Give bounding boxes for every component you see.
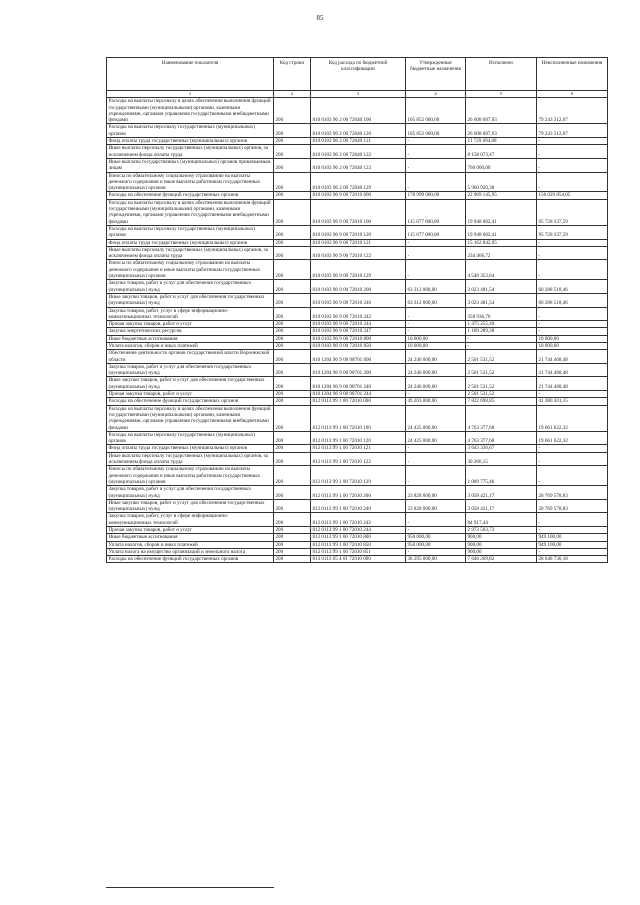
row-executed: 1 189 289,38 xyxy=(466,328,537,335)
row-kbk: 810 1204 96 9 00 98701 200 xyxy=(311,363,406,377)
row-line-code: 200 xyxy=(274,499,311,513)
row-kbk: 810 0103 96 9 00 72010 122 xyxy=(311,246,406,260)
row-unexecuted: 949 100,00 xyxy=(537,541,608,548)
table-row xyxy=(107,391,608,398)
table-row xyxy=(107,138,608,145)
row-kbk: 810 0103 96 9 00 72010 129 xyxy=(311,260,406,280)
row-name: Закупка товаров, работ, услуг в сфере информационно-коммуникационных технологий xyxy=(107,513,274,527)
row-unexecuted: 949 100,00 xyxy=(537,534,608,541)
table-row xyxy=(107,350,608,364)
table-row xyxy=(107,377,608,391)
row-unexecuted: 20 769 578,83 xyxy=(537,499,608,513)
row-approved: - xyxy=(406,246,466,260)
row-line-code: 200 xyxy=(274,124,311,138)
row-executed: 26 608 687,93 xyxy=(466,124,537,138)
row-executed: 15 162 842,05 xyxy=(466,239,537,246)
row-executed: 3 023 481,54 xyxy=(466,293,537,307)
row-unexecuted: 79 243 312,07 xyxy=(537,98,608,124)
row-kbk: 810 1204 96 9 00 98701 000 xyxy=(311,350,406,364)
row-kbk: 810 0103 96 2 00 72040 129 xyxy=(311,172,406,192)
row-approved: - xyxy=(406,260,466,280)
header-approved: Утвержденные бюджетные назначения xyxy=(406,58,466,91)
row-unexecuted: 95 728 337,59 xyxy=(537,199,608,225)
row-approved: 24 246 000,00 xyxy=(406,377,466,391)
row-line-code: 200 xyxy=(274,342,311,349)
row-executed: - xyxy=(466,342,537,349)
row-approved: 178 999 000,00 xyxy=(406,192,466,199)
row-executed: 19 948 662,41 xyxy=(466,199,537,225)
table-row xyxy=(107,431,608,445)
table-body xyxy=(107,98,608,563)
table-row xyxy=(107,398,608,405)
row-line-code: 200 xyxy=(274,398,311,405)
row-name: Расходы на обеспечение функций государственных органов xyxy=(107,192,274,199)
row-name: Уплата налогов, сборов и иных платежей xyxy=(107,342,274,349)
row-unexecuted: - xyxy=(537,548,608,555)
row-line-code: 200 xyxy=(274,466,311,486)
row-line-code: 200 xyxy=(274,199,311,225)
row-approved: - xyxy=(406,158,466,172)
row-name: Расходы на выплаты персоналу в целях обеспечения выполнения функций государственными (муниципальными) органами, казенными учреждениями, органами управления государственными внебюджетными фондами xyxy=(107,98,274,124)
row-kbk: 812 0113 99 1 00 72010 122 xyxy=(311,452,406,466)
row-line-code: 200 xyxy=(274,335,311,342)
row-unexecuted: - xyxy=(537,239,608,246)
row-line-code: 200 xyxy=(274,556,311,563)
row-executed: 1 089 775,46 xyxy=(466,466,537,486)
row-kbk: 810 0103 96 9 00 72010 800 xyxy=(311,335,406,342)
row-line-code: 200 xyxy=(274,172,311,192)
row-approved: 10 000,00 xyxy=(406,342,466,349)
row-kbk: 810 0103 96 2 00 72040 121 xyxy=(311,138,406,145)
row-line-code: 200 xyxy=(274,307,311,321)
row-kbk: 810 0103 96 9 00 72010 100 xyxy=(311,199,406,225)
row-kbk: 810 1204 96 9 00 98701 244 xyxy=(311,391,406,398)
row-line-code: 200 xyxy=(274,246,311,260)
row-executed: 3 058 421,17 xyxy=(466,499,537,513)
row-executed: 7 822 698,85 xyxy=(466,398,537,405)
header-name: Наименование показателя xyxy=(107,58,274,91)
row-name: Расходы на обеспечение функций государственных органов xyxy=(107,556,274,563)
header-num: 3 xyxy=(311,91,406,98)
row-approved: 63 312 000,00 xyxy=(406,280,466,294)
row-name: Закупка товаров, работ и услуг для обеспечения государственных (муниципальных) нужд xyxy=(107,486,274,500)
row-line-code: 200 xyxy=(274,138,311,145)
row-name: Иные выплаты персоналу государственных (муниципальных) органов, за исключением фонда оплаты труда xyxy=(107,452,274,466)
row-line-code: 200 xyxy=(274,405,311,431)
table-row xyxy=(107,527,608,534)
row-executed: 3 023 481,54 xyxy=(466,280,537,294)
row-executed: 3 643 336,67 xyxy=(466,445,537,452)
row-approved: 115 677 000,00 xyxy=(406,225,466,239)
row-approved: - xyxy=(406,145,466,159)
row-unexecuted: - xyxy=(537,158,608,172)
row-line-code: 200 xyxy=(274,293,311,307)
table-row xyxy=(107,145,608,159)
row-approved: 115 677 000,00 xyxy=(406,199,466,225)
row-approved: 23 828 000,00 xyxy=(406,486,466,500)
row-approved: 23 828 000,00 xyxy=(406,499,466,513)
row-name: Прочая закупка товаров, работ и услуг xyxy=(107,321,274,328)
row-line-code: 200 xyxy=(274,321,311,328)
table-row xyxy=(107,486,608,500)
row-unexecuted: - xyxy=(537,145,608,159)
row-kbk: 812 0113 99 1 00 72010 121 xyxy=(311,445,406,452)
row-unexecuted: 20 769 578,83 xyxy=(537,486,608,500)
row-unexecuted: 156 029 854,05 xyxy=(537,192,608,199)
header-num: 4 xyxy=(406,91,466,98)
row-executed: 2 501 531,52 xyxy=(466,391,537,398)
row-unexecuted: 60 288 518,46 xyxy=(537,293,608,307)
row-name: Иные закупки товаров, работ и услуг для обеспечения государственных (муниципальных) нужд xyxy=(107,377,274,391)
table-row xyxy=(107,556,608,563)
row-kbk: 812 0113 99 1 00 72010 200 xyxy=(311,486,406,500)
table-row xyxy=(107,321,608,328)
row-name: Иные бюджетные ассигнования xyxy=(107,534,274,541)
row-approved: 24 425 000,00 xyxy=(406,405,466,431)
row-unexecuted: 10 000,00 xyxy=(537,335,608,342)
row-name: Взносы по обязательному социальному страхованию на выплаты денежного содержания и иные выплаты работникам государственных (муниципальных) органов xyxy=(107,260,274,280)
row-executed: 4 548 353,64 xyxy=(466,260,537,280)
table-row xyxy=(107,225,608,239)
row-kbk: 810 0103 96 2 00 72040 120 xyxy=(311,124,406,138)
row-approved: - xyxy=(406,445,466,452)
row-approved: 950 000,00 xyxy=(406,534,466,541)
row-unexecuted: - xyxy=(537,246,608,260)
row-line-code: 200 xyxy=(274,445,311,452)
header-num: 5 xyxy=(466,91,537,98)
row-unexecuted: - xyxy=(537,307,608,321)
row-approved: - xyxy=(406,307,466,321)
row-unexecuted: 95 728 337,59 xyxy=(537,225,608,239)
row-executed: 234 466,72 xyxy=(466,246,537,260)
table-row xyxy=(107,280,608,294)
row-unexecuted: 19 661 622,32 xyxy=(537,405,608,431)
row-kbk: 812 0113 99 1 00 72010 100 xyxy=(311,405,406,431)
row-line-code: 200 xyxy=(274,486,311,500)
row-executed: 84 917,44 xyxy=(466,513,537,527)
header-executed: Исполнено xyxy=(466,58,537,91)
row-name: Расходы на выплаты персоналу государственных (муниципальных) органов xyxy=(107,124,274,138)
row-executed: 2 501 531,52 xyxy=(466,350,537,364)
row-kbk: 812 0113 99 1 00 72010 242 xyxy=(311,513,406,527)
row-executed: 2 501 531,52 xyxy=(466,377,537,391)
row-approved: 24 425 000,00 xyxy=(406,431,466,445)
row-line-code: 200 xyxy=(274,239,311,246)
row-line-code: 200 xyxy=(274,452,311,466)
row-line-code: 200 xyxy=(274,145,311,159)
row-executed: 8 158 073,47 xyxy=(466,145,537,159)
row-line-code: 200 xyxy=(274,225,311,239)
page-number: 85 xyxy=(316,14,324,22)
row-name: Расходы на выплаты персоналу государственных (муниципальных) органов xyxy=(107,225,274,239)
header-line-code: Код строки xyxy=(274,58,311,91)
table-row xyxy=(107,192,608,199)
row-line-code: 200 xyxy=(274,192,311,199)
row-line-code: 200 xyxy=(274,391,311,398)
table-row xyxy=(107,541,608,548)
row-approved: - xyxy=(406,452,466,466)
row-name: Фонд оплаты труда государственных (муниципальных) органов xyxy=(107,445,274,452)
row-name: Уплата налогов, сборов и иных платежей xyxy=(107,541,274,548)
row-kbk: 810 0103 96 9 00 72010 850 xyxy=(311,342,406,349)
row-executed: 2 973 503,73 xyxy=(466,527,537,534)
row-name: Прочая закупка товаров, работ и услуг xyxy=(107,391,274,398)
row-line-code: 200 xyxy=(274,431,311,445)
row-approved: 49 203 000,00 xyxy=(406,398,466,405)
row-executed: 4 763 377,68 xyxy=(466,431,537,445)
row-executed: 1 475 255,40 xyxy=(466,321,537,328)
row-kbk: 812 0113 99 1 00 72010 244 xyxy=(311,527,406,534)
row-executed: - xyxy=(466,335,537,342)
row-name: Взносы по обязательному социальному страхованию на выплаты денежного содержания и иные выплаты работникам государственных (муниципальных) органов xyxy=(107,172,274,192)
row-kbk: 810 0103 96 9 00 72010 120 xyxy=(311,225,406,239)
row-kbk: 812 0113 99 1 00 72010 240 xyxy=(311,499,406,513)
row-unexecuted: - xyxy=(537,527,608,534)
row-executed: 760 000,00 xyxy=(466,158,537,172)
row-unexecuted: 21 744 468,48 xyxy=(537,363,608,377)
row-line-code: 200 xyxy=(274,548,311,555)
row-unexecuted: - xyxy=(537,321,608,328)
row-name: Иные выплаты государственных (муниципальных) органов привлекаемым лицам xyxy=(107,158,274,172)
row-unexecuted: 21 744 468,48 xyxy=(537,350,608,364)
table-row xyxy=(107,335,608,342)
row-executed: 900,00 xyxy=(466,534,537,541)
table-row xyxy=(107,342,608,349)
budget-execution-table xyxy=(106,57,608,563)
row-approved: - xyxy=(406,321,466,328)
row-unexecuted: - xyxy=(537,445,608,452)
row-unexecuted: - xyxy=(537,466,608,486)
row-line-code: 200 xyxy=(274,328,311,335)
row-kbk: 810 1204 96 9 00 98701 240 xyxy=(311,377,406,391)
table-row xyxy=(107,499,608,513)
row-unexecuted: - xyxy=(537,260,608,280)
row-approved: - xyxy=(406,513,466,527)
row-unexecuted: - xyxy=(537,328,608,335)
row-name: Закупка энергетических ресурсов xyxy=(107,328,274,335)
row-executed: 22 969 145,95 xyxy=(466,192,537,199)
table-row xyxy=(107,98,608,124)
row-approved: - xyxy=(406,239,466,246)
row-line-code: 200 xyxy=(274,363,311,377)
table-row xyxy=(107,158,608,172)
row-kbk: 810 0103 96 2 00 72040 123 xyxy=(311,158,406,172)
table-row xyxy=(107,246,608,260)
row-approved: 24 246 000,00 xyxy=(406,363,466,377)
row-unexecuted: - xyxy=(537,172,608,192)
row-name: Расходы на выплаты персоналу в целях обеспечения выполнения функций государственными (муниципальными) органами, казенными учреждениями, органами управления государственными внебюджетными фондами xyxy=(107,199,274,225)
row-kbk: 810 0103 96 9 00 72010 244 xyxy=(311,321,406,328)
table-row xyxy=(107,199,608,225)
row-approved: - xyxy=(406,138,466,145)
table-row xyxy=(107,239,608,246)
row-executed: 2 501 531,52 xyxy=(466,363,537,377)
row-approved: 24 246 000,00 xyxy=(406,350,466,364)
row-kbk: 812 0113 99 1 00 72010 800 xyxy=(311,534,406,541)
row-kbk: 810 0103 96 2 00 72040 100 xyxy=(311,98,406,124)
table-row xyxy=(107,445,608,452)
row-name: Фонд оплаты труда государственных (муниципальных) органов xyxy=(107,138,274,145)
row-executed: 11 729 694,08 xyxy=(466,138,537,145)
row-approved: - xyxy=(406,391,466,398)
row-name: Закупка товаров, работ, услуг в сфере информационно-коммуникационных технологий xyxy=(107,307,274,321)
row-name: Уплата налога на имущество организаций и земельного налога xyxy=(107,548,274,555)
header-number-row xyxy=(107,91,608,98)
row-approved: - xyxy=(406,172,466,192)
row-executed: 26 608 687,93 xyxy=(466,98,537,124)
table-row xyxy=(107,405,608,431)
row-kbk: 810 0103 96 9 00 72010 240 xyxy=(311,293,406,307)
row-kbk: 810 0103 96 9 00 72010 000 xyxy=(311,192,406,199)
table-row xyxy=(107,124,608,138)
row-kbk: 810 0103 96 9 00 72010 247 xyxy=(311,328,406,335)
table-row xyxy=(107,363,608,377)
row-unexecuted: - xyxy=(537,513,608,527)
row-kbk: 810 0103 96 9 00 72010 242 xyxy=(311,307,406,321)
row-approved: 105 852 000,00 xyxy=(406,98,466,124)
row-kbk: 810 0103 96 2 00 72040 122 xyxy=(311,145,406,159)
row-executed: 900,00 xyxy=(466,541,537,548)
header-num: 1 xyxy=(107,91,274,98)
row-kbk: 810 0103 96 9 00 72010 200 xyxy=(311,280,406,294)
row-line-code: 200 xyxy=(274,98,311,124)
table-row xyxy=(107,548,608,555)
row-unexecuted: - xyxy=(537,452,608,466)
row-line-code: 200 xyxy=(274,260,311,280)
row-unexecuted: 19 661 622,32 xyxy=(537,431,608,445)
row-kbk: 812 0113 99 1 00 72010 851 xyxy=(311,548,406,555)
row-line-code: 200 xyxy=(274,350,311,364)
row-name: Расходы на выплаты персоналу в целях обеспечения выполнения функций государственными (муниципальными) органами, казенными учреждениями, органами управления государственными внебюджетными фондами xyxy=(107,405,274,431)
row-executed: 30 266,15 xyxy=(466,452,537,466)
table-row xyxy=(107,293,608,307)
row-kbk: 812 0113 99 1 00 72010 850 xyxy=(311,541,406,548)
header-row xyxy=(107,58,608,91)
row-name: Прочая закупка товаров, работ и услуг xyxy=(107,527,274,534)
table-row xyxy=(107,513,608,527)
row-name: Закупка товаров, работ и услуг для обеспечения государственных (муниципальных) нужд xyxy=(107,363,274,377)
table-row xyxy=(107,307,608,321)
row-name: Иные выплаты персоналу государственных (муниципальных) органов, за исключением фонда оплаты труда xyxy=(107,246,274,260)
row-name: Фонд оплаты труда государственных (муниципальных) органов xyxy=(107,239,274,246)
row-name: Иные закупки товаров, работ и услуг для обеспечения государственных (муниципальных) нужд xyxy=(107,293,274,307)
row-unexecuted: 28 648 730,18 xyxy=(537,556,608,563)
row-line-code: 200 xyxy=(274,513,311,527)
header-num: 2 xyxy=(274,91,311,98)
row-kbk: 812 0113 99 1 00 72010 129 xyxy=(311,466,406,486)
table-row xyxy=(107,328,608,335)
row-unexecuted: 41 380 301,15 xyxy=(537,398,608,405)
row-name: Расходы на обеспечение функций государственных органов xyxy=(107,398,274,405)
row-unexecuted: 10 000,00 xyxy=(537,342,608,349)
row-kbk: 813 0113 05 4 01 72010 000 xyxy=(311,556,406,563)
table-row xyxy=(107,466,608,486)
row-line-code: 200 xyxy=(274,158,311,172)
row-executed: 4 763 377,68 xyxy=(466,405,537,431)
row-line-code: 200 xyxy=(274,534,311,541)
header-unexecuted: Неисполненные назначения xyxy=(537,58,608,91)
row-name: Закупка товаров, работ и услуг для обеспечения государственных (муниципальных) нужд xyxy=(107,280,274,294)
row-approved: - xyxy=(406,548,466,555)
row-name: Иные бюджетные ассигнования xyxy=(107,335,274,342)
row-kbk: 812 0113 99 1 00 72010 120 xyxy=(311,431,406,445)
row-approved: 950 000,00 xyxy=(406,541,466,548)
row-line-code: 200 xyxy=(274,377,311,391)
row-executed: 3 058 421,17 xyxy=(466,486,537,500)
row-name: Обеспечение деятельности органов государственной власти Воронежской области xyxy=(107,350,274,364)
row-name: Расходы на выплаты персоналу государственных (муниципальных) органов xyxy=(107,431,274,445)
row-executed: 900,00 xyxy=(466,548,537,555)
row-unexecuted: 79 243 312,07 xyxy=(537,124,608,138)
header-num: 6 xyxy=(537,91,608,98)
header-kbk: Код расхода по бюджетной классификации xyxy=(311,58,406,91)
row-executed: 19 948 662,41 xyxy=(466,225,537,239)
row-unexecuted: - xyxy=(537,391,608,398)
row-approved: 105 852 000,00 xyxy=(406,124,466,138)
row-line-code: 200 xyxy=(274,280,311,294)
row-executed: 358 936,76 xyxy=(466,307,537,321)
row-name: Иные закупки товаров, работ и услуг для обеспечения государственных (муниципальных) нужд xyxy=(107,499,274,513)
row-name: Взносы по обязательному социальному страхованию на выплаты денежного содержания и иные выплаты работникам государственных (муниципальных) органов xyxy=(107,466,274,486)
row-approved: 63 312 000,00 xyxy=(406,293,466,307)
table-row xyxy=(107,260,608,280)
row-unexecuted: 21 744 468,48 xyxy=(537,377,608,391)
table-row xyxy=(107,452,608,466)
row-approved: - xyxy=(406,527,466,534)
row-approved: - xyxy=(406,466,466,486)
row-executed: 7 646 269,82 xyxy=(466,556,537,563)
footnote-divider xyxy=(106,887,274,888)
table-row xyxy=(107,534,608,541)
row-approved: 10 000,00 xyxy=(406,335,466,342)
row-kbk: 810 0103 96 9 00 72010 121 xyxy=(311,239,406,246)
row-line-code: 200 xyxy=(274,527,311,534)
row-approved: - xyxy=(406,328,466,335)
row-kbk: 812 0113 99 1 00 72010 000 xyxy=(311,398,406,405)
row-name: Иные выплаты персоналу государственных (муниципальных) органов, за исключением фонда оплаты труда xyxy=(107,145,274,159)
row-unexecuted: - xyxy=(537,138,608,145)
row-line-code: 200 xyxy=(274,541,311,548)
row-executed: 5 960 920,38 xyxy=(466,172,537,192)
table-row xyxy=(107,172,608,192)
row-unexecuted: 60 288 518,46 xyxy=(537,280,608,294)
row-approved: 36 295 000,00 xyxy=(406,556,466,563)
